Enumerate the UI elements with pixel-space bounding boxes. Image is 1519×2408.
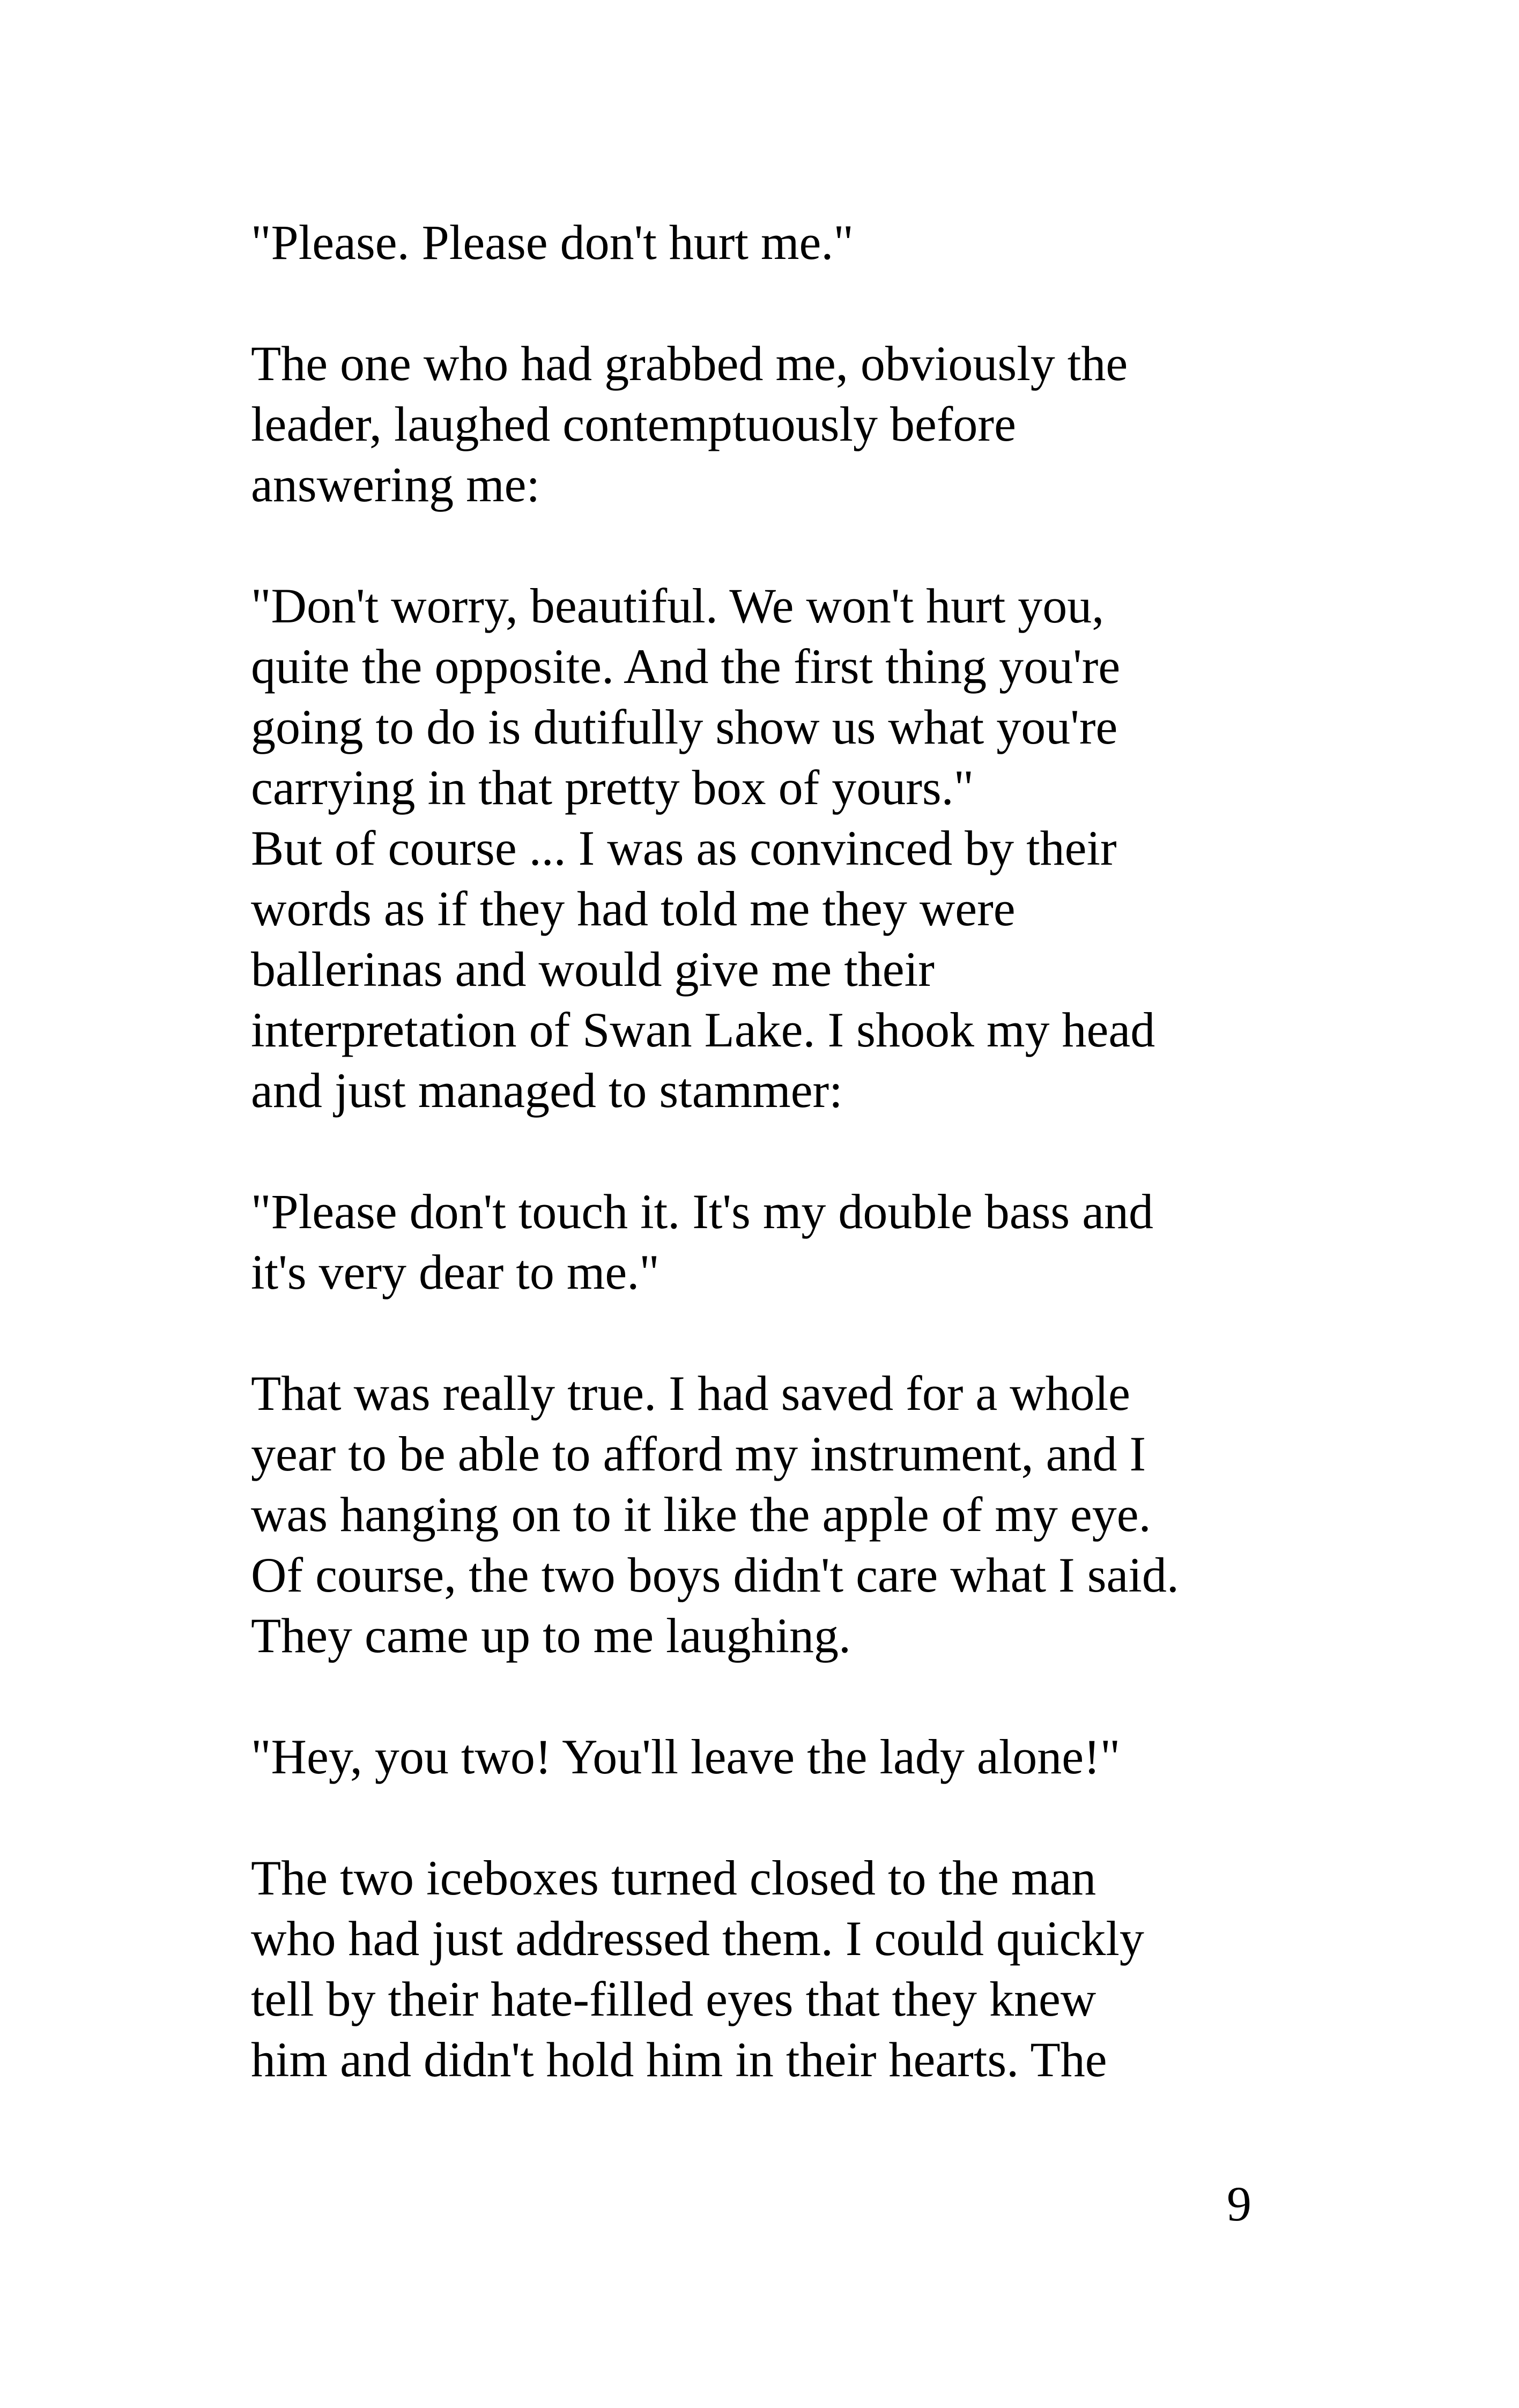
text-line: and just managed to stammer:	[251, 1063, 843, 1118]
text-line: going to do is dutifully show us what you're	[251, 700, 1118, 754]
page-number: 9	[1227, 2176, 1251, 2231]
text-line: That was really true. I had saved for a whole	[251, 1366, 1131, 1421]
text-line: him and didn't hold him in their hearts. The	[251, 2032, 1107, 2087]
paragraph-spacer	[251, 1666, 1345, 1727]
paragraph-spacer	[251, 515, 1345, 576]
text-line: words as if they had told me they were	[251, 881, 1016, 936]
text-line: ballerinas and would give me their	[251, 942, 935, 997]
text-line: carrying in that pretty box of yours."	[251, 760, 974, 815]
text-line: "Don't worry, beautiful. We won't hurt you,	[251, 578, 1105, 633]
paragraph	[251, 212, 1345, 273]
paragraph	[251, 333, 1345, 515]
paragraph-spacer	[251, 1787, 1345, 1848]
text-line: year to be able to afford my instrument, and I	[251, 1426, 1146, 1481]
text-line: "Hey, you two! You'll leave the lady alone!"	[251, 1729, 1121, 1784]
paragraph-spacer	[251, 1303, 1345, 1363]
text-line: who had just addressed them. I could quickly	[251, 1911, 1144, 1966]
text-line: The two iceboxes turned closed to the man	[251, 1850, 1096, 1905]
text-line: "Please. Please don't hurt me."	[251, 215, 854, 270]
paragraph	[251, 1727, 1345, 1787]
text-line: interpretation of Swan Lake. I shook my head	[251, 1002, 1155, 1057]
paragraph	[251, 1181, 1345, 1303]
text-line: "Please don't touch it. It's my double bass and	[251, 1184, 1154, 1239]
paragraph-spacer	[251, 273, 1345, 333]
paragraph	[251, 1363, 1345, 1666]
text-line: quite the opposite. And the first thing you're	[251, 639, 1121, 694]
text-line: Of course, the two boys didn't care what I said.	[251, 1548, 1179, 1602]
paragraph	[251, 576, 1345, 1121]
paragraph-spacer	[251, 1121, 1345, 1181]
text-line: leader, laughed contemptuously before	[251, 397, 1016, 451]
text-line: answering me:	[251, 457, 540, 512]
text-line: it's very dear to me."	[251, 1245, 660, 1299]
text-line: The one who had grabbed me, obviously the	[251, 336, 1128, 391]
body-text	[251, 212, 1345, 2090]
text-line: was hanging on to it like the apple of my eye.	[251, 1487, 1151, 1542]
text-line: tell by their hate-filled eyes that they knew	[251, 1972, 1096, 2026]
text-line: They came up to me laughing.	[251, 1608, 851, 1663]
text-line: But of course ... I was as convinced by their	[251, 821, 1117, 875]
paragraph	[251, 1848, 1345, 2090]
